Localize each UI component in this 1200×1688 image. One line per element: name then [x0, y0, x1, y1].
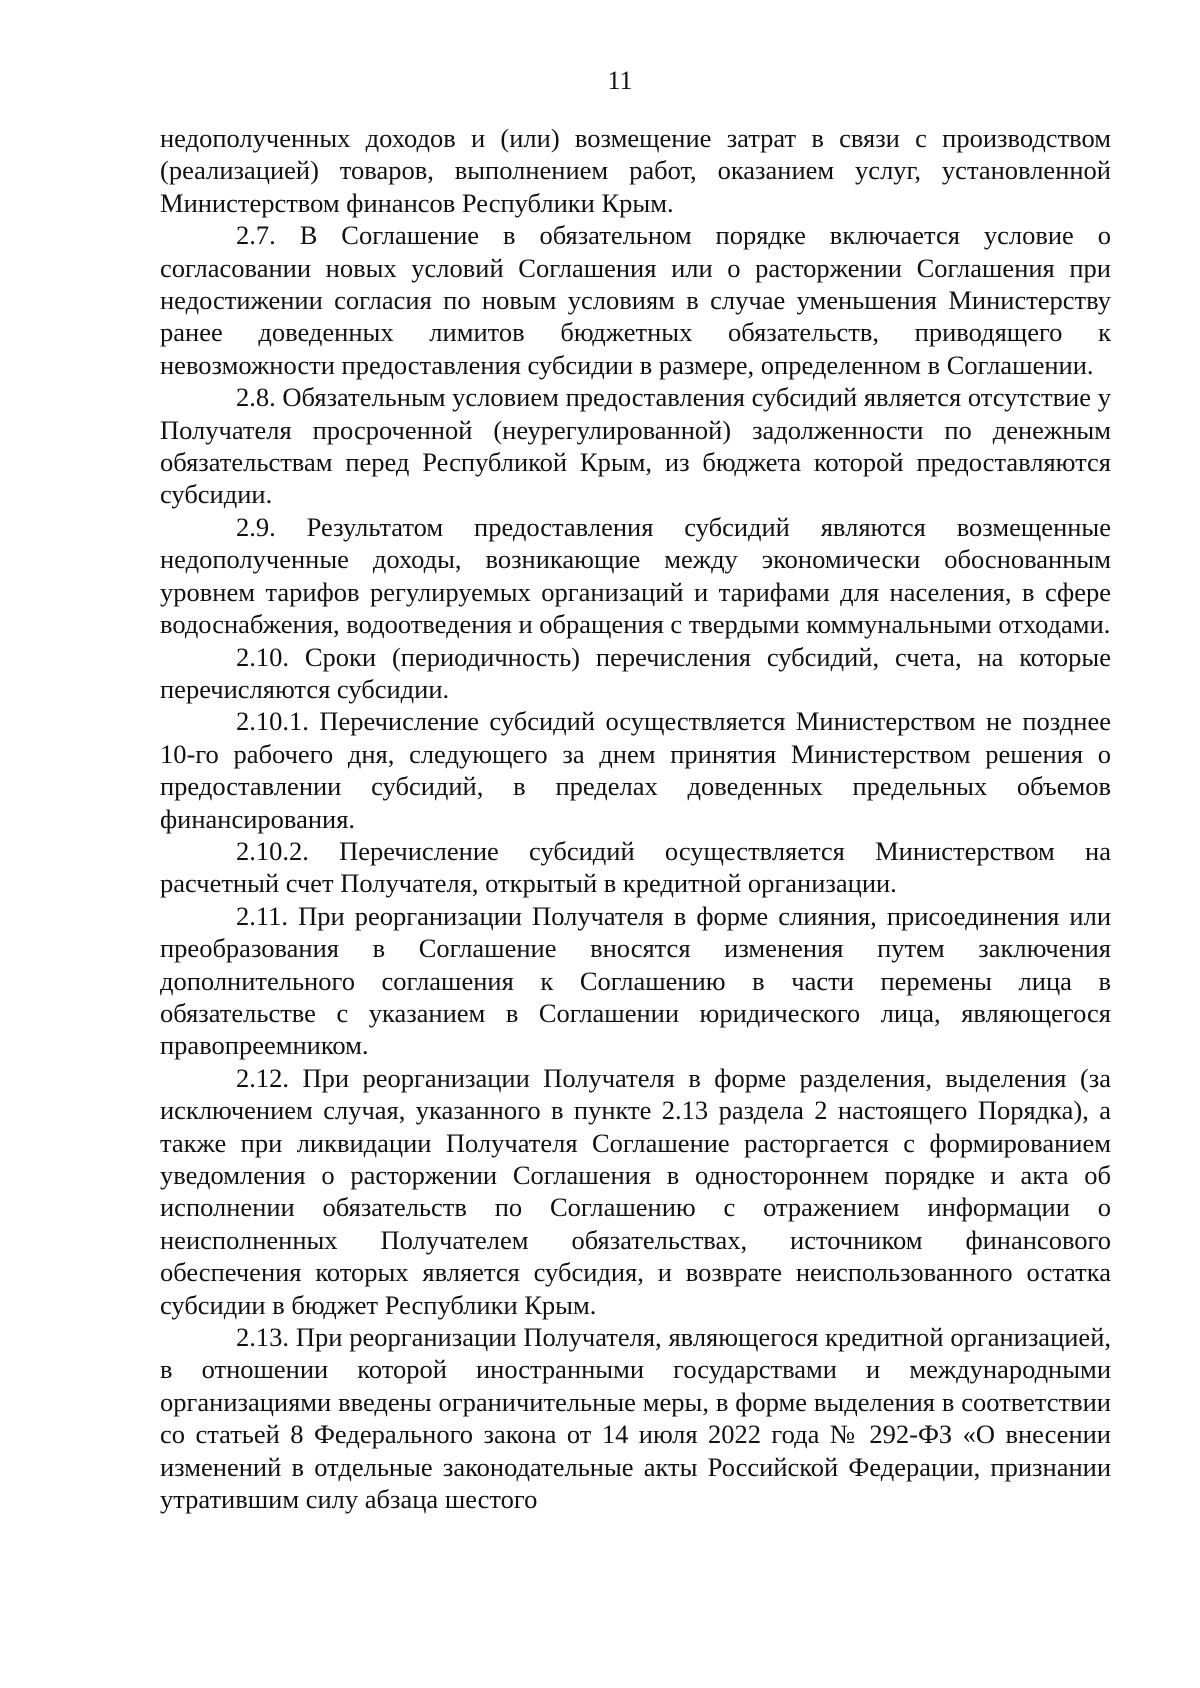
paragraph-2-10: 2.10. Сроки (периодичность) перечисления субсидий, счета, на которые перечисляются субсидии.	[160, 641, 1111, 704]
paragraph-2-7: 2.7. В Соглашение в обязательном порядке включается условие о согласовании новых условий Соглашения или о расторжении Соглашения при недостижении согласия по новым условиям в случае уменьшения Министерству ранее доведенных лимитов бюджетных обязательств, приводящего к невозможности предоставления субсидии в размере, определенном в Соглашении.	[160, 220, 1111, 380]
document-body	[160, 122, 1111, 1515]
paragraph-2-12: 2.12. При реорганизации Получателя в форме разделения, выделения (за исключением случая, указанного в пункте 2.13 раздела 2 настоящего Порядка), а также при ликвидации Получателя Соглашение расторгается с формированием уведомления о расторжении Соглашения в одностороннем порядке и акта об исполнении обязательств по Соглашению с отражением информации о неисполненных Получателем обязательствах, источником финансового обеспечения которых является субсидия, и возврате неиспользованного остатка субсидии в бюджет Республики Крым.	[160, 1062, 1111, 1320]
paragraph-2-9: 2.9. Результатом предоставления субсидий являются возмещенные недополученные доходы, возникающие между экономически обоснованным уровнем тарифов регулируемых организаций и тарифами для населения, в сфере водоснабжения, водоотведения и обращения с твердыми коммунальными отходами.	[160, 511, 1111, 640]
paragraph-2-11: 2.11. При реорганизации Получателя в форме слияния, присоединения или преобразования в Соглашение вносятся изменения путем заключения дополнительного соглашения к Соглашению в части перемены лица в обязательстве с указанием в Соглашении юридического лица, являющегося правопреемником.	[160, 900, 1111, 1061]
paragraph-2-8: 2.8. Обязательным условием предоставления субсидий является отсутствие у Получателя просроченной (неурегулированной) задолженности по денежным обязательствам перед Республикой Крым, из бюджета которой предоставляются субсидии.	[160, 382, 1111, 510]
paragraph-2-10-2: 2.10.2. Перечисление субсидий осуществляется Министерством на расчетный счет Получателя, открытый в кредитной организации.	[160, 835, 1111, 899]
paragraph-continuation: недополученных доходов и (или) возмещение затрат в связи с производством (реализацией) товаров, выполнением работ, оказанием услуг, установленной Министерством финансов Республики Крым.	[160, 123, 1111, 218]
paragraph-2-13: 2.13. При реорганизации Получателя, являющегося кредитной организацией, в отношении которой иностранными государствами и международными организациями введены ограничительные меры, в форме выделения в соответствии со статьей 8 Федерального закона от 14 июля 2022 года № 292-ФЗ «О внесении изменений в отдельные законодательные акты Российской Федерации, признании утратившим силу абзаца шестого	[160, 1322, 1111, 1515]
page-number: 11	[607, 66, 633, 95]
paragraph-2-10-1: 2.10.1. Перечисление субсидий осуществляется Министерством не позднее 10-го рабочего дня, следующего за днем принятия Министерством решения о предоставлении субсидий, в пределах доведенных предельных объемов финансирования.	[160, 706, 1111, 834]
